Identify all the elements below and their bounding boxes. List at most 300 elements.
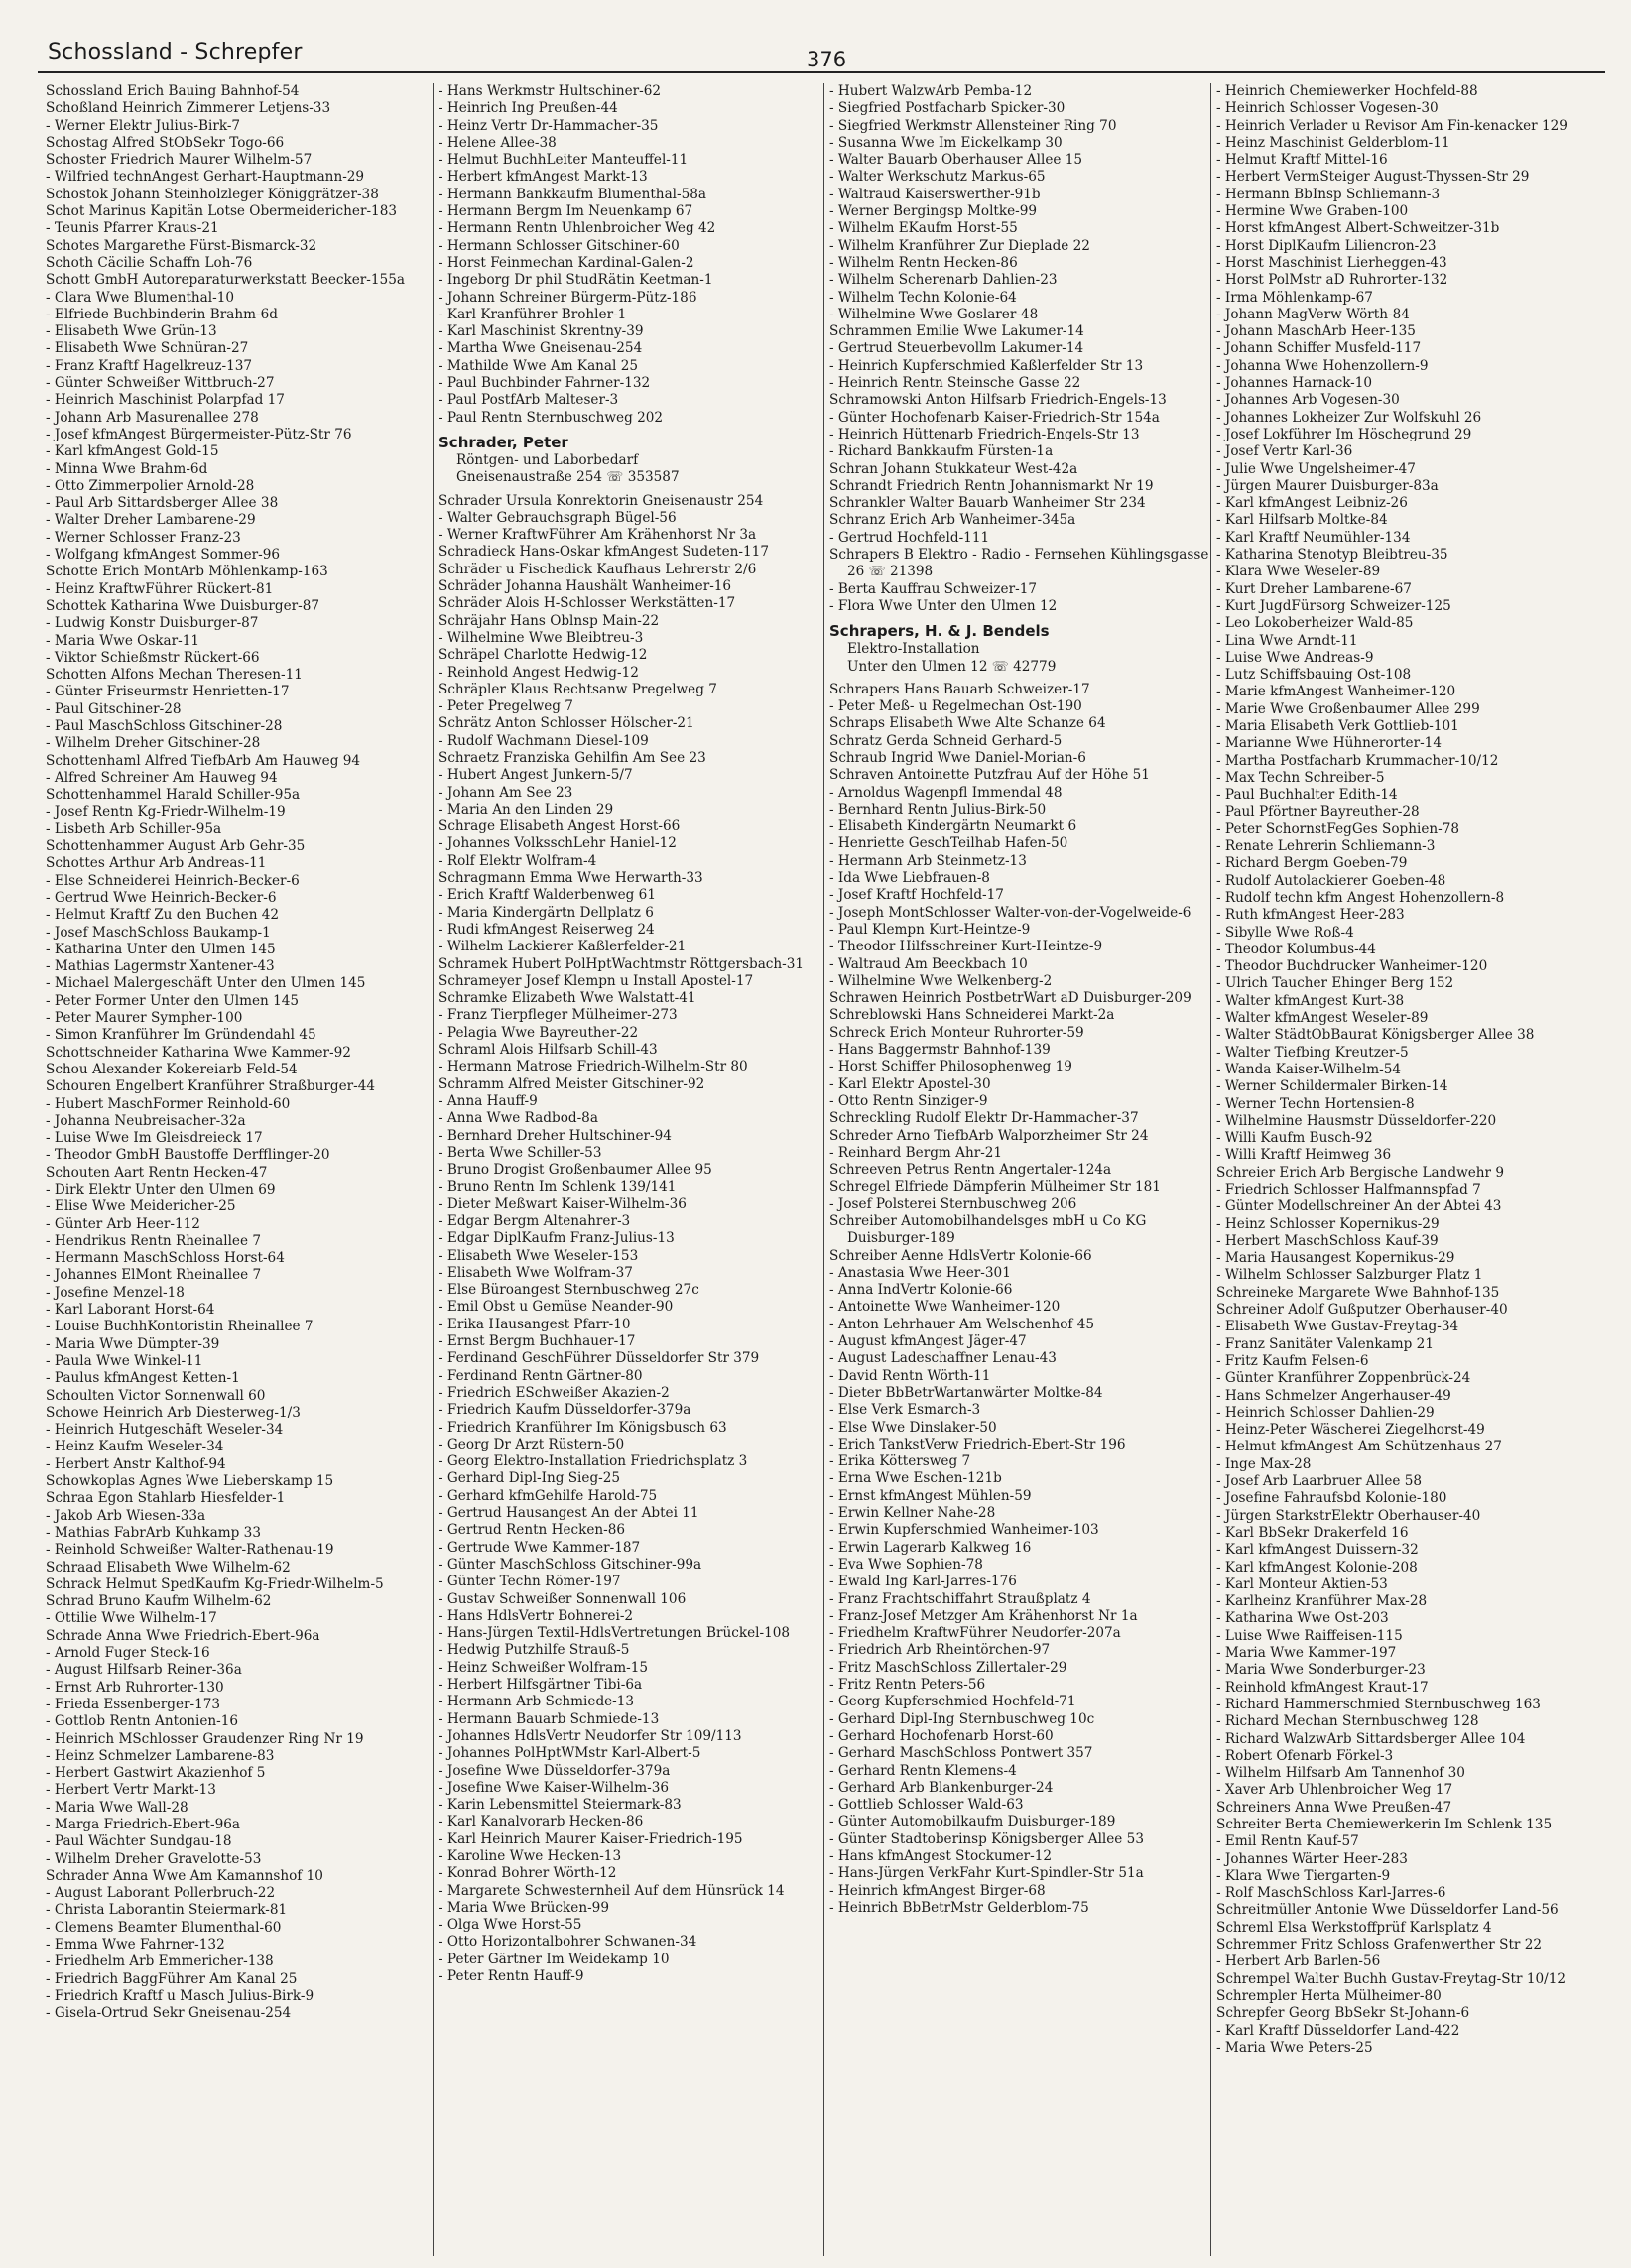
directory-entry: - Karl Monteur Aktien-53 bbox=[1216, 1575, 1388, 1592]
business-name: Schrapers, H. & J. Bendels bbox=[829, 622, 1050, 641]
business-listing bbox=[829, 621, 1211, 676]
directory-entry: Schottenhammer August Arb Gehr-35 bbox=[46, 838, 306, 855]
directory-entry: - Gertrude Wwe Kammer-187 bbox=[439, 1539, 641, 1556]
directory-entry: Schräder Alois H-Schlosser Werkstätten-17 bbox=[439, 595, 736, 612]
directory-entry: - Irma Möhlenkamp-67 bbox=[1216, 289, 1373, 306]
directory-entry: - August Laborant Pollerbruch-22 bbox=[46, 1885, 276, 1902]
directory-entry: - Karlheinz Kranführer Max-28 bbox=[1216, 1593, 1428, 1610]
directory-entry: - Werner Schildermaler Birken-14 bbox=[1216, 1078, 1448, 1095]
directory-entry: - Maria Hausangest Kopernikus-29 bbox=[1216, 1250, 1455, 1267]
page-header bbox=[38, 34, 1605, 73]
directory-entry: - Karl Kraftf Neumühler-134 bbox=[1216, 529, 1411, 546]
directory-entry: - Herbert Gastwirt Akazienhof 5 bbox=[46, 1765, 266, 1782]
directory-entry: - Mathias FabrArb Kuhkamp 33 bbox=[46, 1524, 261, 1541]
directory-entry: - Heinz Maschinist Gelderblom-11 bbox=[1216, 134, 1450, 151]
directory-entry: Schraven Antoinette Putzfrau Auf der Höhe 51 bbox=[829, 767, 1150, 784]
directory-entry: - Emil Rentn Kauf-57 bbox=[1216, 1833, 1359, 1850]
directory-entry: - Maria Wwe Peters-25 bbox=[1216, 2039, 1373, 2056]
directory-entry: - Wilhelm Hilfsarb Am Tannenhof 30 bbox=[1216, 1765, 1465, 1782]
column-rule bbox=[823, 83, 824, 2256]
directory-entry: - Pelagia Wwe Bayreuther-22 bbox=[439, 1024, 639, 1041]
directory-entry: Schrader Ursula Konrektorin Gneisenaustr 254 bbox=[439, 492, 764, 509]
directory-entry: - Wilhelm Techn Kolonie-64 bbox=[829, 289, 1017, 306]
directory-entry: - Peter SchornstFegGes Sophien-78 bbox=[1216, 820, 1460, 837]
directory-entry: Schrage Elisabeth Angest Horst-66 bbox=[439, 819, 681, 835]
directory-entry: Schreiber Aenne HdlsVertr Kolonie-66 bbox=[829, 1247, 1092, 1264]
directory-entry: - Antoinette Wwe Wanheimer-120 bbox=[829, 1299, 1061, 1316]
directory-entry: - Rudolf techn kfm Angest Hohenzollern-8 bbox=[1216, 889, 1505, 906]
directory-entry: Schotten Alfons Mechan Theresen-11 bbox=[46, 667, 303, 684]
directory-entry: - Paul Arb Sittardsberger Allee 38 bbox=[46, 495, 279, 512]
directory-entry: - Hermine Wwe Graben-100 bbox=[1216, 203, 1409, 220]
directory-entry: - August Hilfsarb Reiner-36a bbox=[46, 1662, 242, 1679]
directory-entry: - Erna Wwe Eschen-121b bbox=[829, 1470, 1002, 1487]
directory-entry: - Ernst Bergm Buchhauer-17 bbox=[439, 1333, 636, 1350]
directory-entry: - Luise Wwe Im Gleisdreieck 17 bbox=[46, 1130, 263, 1147]
directory-entry: - Johannes Wärter Heer-283 bbox=[1216, 1850, 1408, 1867]
directory-entry: - Elisabeth Wwe Schnüran-27 bbox=[46, 340, 249, 357]
directory-entry: Schräpler Klaus Rechtsanw Pregelweg 7 bbox=[439, 681, 717, 697]
directory-entry: - Karl Kraftf Düsseldorfer Land-422 bbox=[1216, 2022, 1460, 2039]
directory-entry: - Elisabeth Wwe Grün-13 bbox=[46, 323, 217, 340]
directory-entry: - Gerhard Arb Blankenburger-24 bbox=[829, 1779, 1054, 1796]
directory-entry: - Maria Wwe Brücken-99 bbox=[439, 1899, 609, 1916]
directory-entry: - Peter Former Unter den Ulmen 145 bbox=[46, 992, 300, 1009]
directory-entry: - Hans Schmelzer Angerhauser-49 bbox=[1216, 1387, 1451, 1404]
directory-entry: - Josef Arb Laarbruer Allee 58 bbox=[1216, 1473, 1423, 1490]
directory-entry: - Karin Lebensmittel Steiermark-83 bbox=[439, 1797, 682, 1814]
directory-entry: - Karl Maschinist Skrentny-39 bbox=[439, 323, 644, 340]
directory-entry: - Heinrich Verlader u Revisor Am Fin-kenacker 129 bbox=[1216, 117, 1568, 134]
directory-entry: Schremmer Fritz Schloss Grafenwerther Str 22 bbox=[1216, 1937, 1543, 1953]
directory-entry: - Heinrich kfmAngest Birger-68 bbox=[829, 1882, 1046, 1899]
directory-entry: Schottes Arthur Arb Andreas-11 bbox=[46, 855, 267, 872]
directory-entry: - Erich TankstVerw Friedrich-Ebert-Str 196 bbox=[829, 1436, 1126, 1452]
directory-entry: - Heinz-Peter Wäscherei Ziegelhorst-49 bbox=[1216, 1422, 1485, 1439]
directory-entry: - Bruno Rentn Im Schlenk 139/141 bbox=[439, 1179, 677, 1196]
directory-entry: - Friedhelm KraftwFührer Neudorfer-207a bbox=[829, 1625, 1121, 1642]
directory-entry: - Inge Max-28 bbox=[1216, 1455, 1312, 1472]
directory-entry: - Luise Wwe Raiffeisen-115 bbox=[1216, 1627, 1403, 1644]
directory-entry: - Gertrud Wwe Heinrich-Becker-6 bbox=[46, 889, 277, 906]
directory-entry: - Wilhelm Lackierer Kaßlerfelder-21 bbox=[439, 939, 687, 955]
directory-entry: - Mathilde Wwe Am Kanal 25 bbox=[439, 357, 639, 374]
directory-entry: - Gerhard Dipl-Ing Sieg-25 bbox=[439, 1470, 621, 1487]
directory-entry: - Sibylle Wwe Roß-4 bbox=[1216, 924, 1354, 941]
column-4 bbox=[1216, 83, 1598, 2256]
business-detail: Gneisenaustraße 254 ☏ 353587 bbox=[456, 469, 680, 486]
directory-entry: - Hubert WalzwArb Pemba-12 bbox=[829, 83, 1033, 99]
directory-entry: - Günter MaschSchloss Gitschiner-99a bbox=[439, 1556, 702, 1573]
directory-entry: - Hermann Rentn Uhlenbroicher Weg 42 bbox=[439, 220, 716, 237]
directory-entry: - Bernhard Dreher Hultschiner-94 bbox=[439, 1127, 672, 1144]
directory-entry: Schräpel Charlotte Hedwig-12 bbox=[439, 647, 648, 664]
directory-entry: - Josef Rentn Kg-Friedr-Wilhelm-19 bbox=[46, 804, 286, 820]
directory-entry: - Johannes HdlsVertr Neudorfer Str 109/113 bbox=[439, 1727, 742, 1744]
directory-entry: - Erika Köttersweg 7 bbox=[829, 1453, 971, 1470]
directory-entry: - Karl Elektr Apostel-30 bbox=[829, 1075, 991, 1092]
directory-entry: Schrader Anna Wwe Am Kamannshof 10 bbox=[46, 1867, 323, 1884]
directory-entry: Schrack Helmut SpedKaufm Kg-Friedr-Wilhelm-5 bbox=[46, 1575, 384, 1592]
directory-entry: - Peter Maurer Sympher-100 bbox=[46, 1010, 243, 1027]
directory-entry: - Else Büroangest Sternbuschweg 27c bbox=[439, 1282, 699, 1299]
directory-entry: Schostag Alfred StObSekr Togo-66 bbox=[46, 134, 285, 151]
directory-columns bbox=[46, 83, 1605, 2256]
directory-entry: Schramm Alfred Meister Gitschiner-92 bbox=[439, 1075, 705, 1092]
directory-entry: - Fritz MaschSchloss Zillertaler-29 bbox=[829, 1659, 1067, 1676]
directory-entry: - Friedrich Kranführer Im Königsbusch 63 bbox=[439, 1419, 727, 1436]
directory-entry: - Johann Am See 23 bbox=[439, 784, 573, 801]
directory-entry: - Horst Feinmechan Kardinal-Galen-2 bbox=[439, 254, 694, 271]
page-number: 376 bbox=[807, 48, 847, 71]
directory-entry: - Helmut Kraftf Mittel-16 bbox=[1216, 152, 1388, 169]
directory-entry: - Richard Hammerschmied Sternbuschweg 163 bbox=[1216, 1696, 1541, 1712]
directory-entry: - Helene Allee-38 bbox=[439, 134, 557, 151]
directory-entry: - Else Verk Esmarch-3 bbox=[829, 1402, 981, 1419]
directory-entry: - Hermann Schlosser Gitschiner-60 bbox=[439, 237, 680, 254]
directory-entry: - Margarete Schwesternheil Auf dem Hünsrück 14 bbox=[439, 1882, 785, 1899]
directory-entry: - Arnold Fuger Steck-16 bbox=[46, 1645, 210, 1662]
directory-entry: - Gerhard MaschSchloss Pontwert 357 bbox=[829, 1745, 1093, 1762]
directory-entry: - Emma Wwe Fahrner-132 bbox=[46, 1937, 225, 1953]
directory-entry: - Hermann Arb Schmiede-13 bbox=[439, 1694, 635, 1710]
directory-entry: - Heinrich Maschinist Polarpfad 17 bbox=[46, 392, 285, 409]
directory-entry: - Else Wwe Dinslaker-50 bbox=[829, 1419, 997, 1436]
directory-entry: - Heinrich BbBetrMstr Gelderblom-75 bbox=[829, 1899, 1089, 1916]
directory-entry: - Else Schneiderei Heinrich-Becker-6 bbox=[46, 872, 300, 889]
directory-entry: - Dieter BbBetrWartanwärter Moltke-84 bbox=[829, 1384, 1103, 1401]
directory-entry: - Richard Mechan Sternbuschweg 128 bbox=[1216, 1713, 1479, 1730]
directory-entry: Schot Marinus Kapitän Lotse Obermeidericher-183 bbox=[46, 203, 398, 220]
directory-entry: - Herbert Hilfsgärtner Tibi-6a bbox=[439, 1677, 643, 1694]
directory-entry: - Wilhelm Schlosser Salzburger Platz 1 bbox=[1216, 1267, 1483, 1284]
directory-entry: - Johannes VolksschLehr Haniel-12 bbox=[439, 835, 677, 852]
directory-entry: - Mathias Lagermstr Xantener-43 bbox=[46, 958, 275, 975]
directory-entry: - Friedrich BaggFührer Am Kanal 25 bbox=[46, 1970, 298, 1987]
directory-entry: - Marie Wwe Großenbaumer Allee 299 bbox=[1216, 700, 1480, 717]
directory-entry: - Louise BuchhKontoristin Rheinallee 7 bbox=[46, 1319, 314, 1335]
directory-entry: Schreineke Margarete Wwe Bahnhof-135 bbox=[1216, 1284, 1500, 1301]
directory-entry: - Hermann Bankkaufm Blumenthal-58a bbox=[439, 186, 707, 202]
directory-entry: - Katharina Stenotyp Bleibtreu-35 bbox=[1216, 547, 1448, 564]
directory-entry: - Paul PostfArb Malteser-3 bbox=[439, 392, 619, 409]
directory-entry: - Herbert Vertr Markt-13 bbox=[46, 1782, 216, 1799]
directory-entry: - Wilhelm Scherenarb Dahlien-23 bbox=[829, 272, 1058, 289]
directory-entry: Schreier Erich Arb Bergische Landwehr 9 bbox=[1216, 1164, 1505, 1181]
directory-entry: - Karl kfmAngest Leibniz-26 bbox=[1216, 495, 1408, 512]
directory-entry: - Heinz KraftwFührer Rückert-81 bbox=[46, 580, 274, 597]
directory-entry: - Ruth kfmAngest Heer-283 bbox=[1216, 907, 1405, 924]
directory-entry: - Heinrich Hüttenarb Friedrich-Engels-Str 13 bbox=[829, 426, 1140, 442]
directory-entry: - Johann Schiffer Musfeld-117 bbox=[1216, 340, 1422, 357]
directory-entry: - Peter Meß- u Regelmechan Ost-190 bbox=[829, 698, 1082, 715]
directory-entry: Schradieck Hans-Oskar kfmAngest Sudeten-117 bbox=[439, 544, 769, 561]
directory-entry: - Berta Kauffrau Schweizer-17 bbox=[829, 580, 1037, 597]
directory-entry: - Paulus kfmAngest Ketten-1 bbox=[46, 1370, 240, 1387]
directory-entry: Schreder Arno TiefbArb Walporzheimer Str 24 bbox=[829, 1127, 1149, 1144]
directory-entry: Schratz Gerda Schneid Gerhard-5 bbox=[829, 732, 1063, 749]
directory-entry: - Heinrich MSchlosser Graudenzer Ring Nr 19 bbox=[46, 1730, 364, 1747]
directory-entry: - Paul Wächter Sundgau-18 bbox=[46, 1833, 232, 1850]
directory-entry: - Kurt JugdFürsorg Schweizer-125 bbox=[1216, 597, 1451, 614]
directory-entry: - Anastasia Wwe Heer-301 bbox=[829, 1264, 1011, 1281]
directory-entry: - Reinhold Schweißer Walter-Rathenau-19 bbox=[46, 1542, 334, 1559]
directory-entry: - Konrad Bohrer Wörth-12 bbox=[439, 1865, 617, 1882]
directory-entry: - Werner Techn Hortensien-8 bbox=[1216, 1095, 1415, 1112]
directory-entry: - Theodor Hilfsschreiner Kurt-Heintze-9 bbox=[829, 939, 1103, 955]
directory-entry: - Franz Frachtschiffahrt Straußplatz 4 bbox=[829, 1590, 1091, 1607]
directory-entry: - Hans HdlsVertr Bohnerei-2 bbox=[439, 1607, 634, 1624]
directory-entry: Schräder u Fischedick Kaufhaus Lehrerstr 2/6 bbox=[439, 561, 757, 577]
directory-entry: - Viktor Schießmstr Rückert-66 bbox=[46, 649, 260, 666]
directory-entry: - Elise Wwe Meidericher-25 bbox=[46, 1198, 236, 1215]
directory-entry: - Siegfried Werkmstr Allensteiner Ring 70 bbox=[829, 117, 1117, 134]
directory-entry: - Walter StädtObBaurat Königsberger Allee 38 bbox=[1216, 1027, 1535, 1044]
directory-entry: - Theodor Kolumbus-44 bbox=[1216, 941, 1376, 957]
directory-entry: Schrawen Heinrich PostbetrWart aD Duisburger-209 bbox=[829, 990, 1192, 1007]
directory-entry: - Friedrich Schlosser Halfmannspfad 7 bbox=[1216, 1182, 1481, 1197]
directory-entry: - Luise Wwe Andreas-9 bbox=[1216, 649, 1374, 666]
directory-entry: - Hermann MaschSchloss Horst-64 bbox=[46, 1250, 285, 1267]
directory-entry: - Ernst Arb Ruhrorter-130 bbox=[46, 1679, 224, 1696]
directory-entry: - Emil Obst u Gemüse Neander-90 bbox=[439, 1299, 674, 1316]
directory-entry: Schowe Heinrich Arb Diesterweg-1/3 bbox=[46, 1404, 301, 1421]
directory-entry: - Maria Wwe Sonderburger-23 bbox=[1216, 1662, 1426, 1679]
directory-entry: Schräder Johanna Haushält Wanheimer-16 bbox=[439, 578, 732, 595]
directory-entry: - Dirk Elektr Unter den Ulmen 69 bbox=[46, 1182, 276, 1197]
directory-entry: - Werner Bergingsp Moltke-99 bbox=[829, 203, 1038, 220]
directory-entry: - Heinz Schlosser Kopernikus-29 bbox=[1216, 1215, 1440, 1232]
directory-entry: - August Ladeschaffner Lenau-43 bbox=[829, 1350, 1057, 1367]
directory-entry: - Christa Laborantin Steiermark-81 bbox=[46, 1902, 288, 1919]
directory-entry: - Paul Klempn Kurt-Heintze-9 bbox=[829, 921, 1031, 938]
directory-entry: - Heinrich Ing Preußen-44 bbox=[439, 100, 618, 117]
directory-entry: - Wilhelmine Hausmstr Düsseldorfer-220 bbox=[1216, 1112, 1497, 1129]
directory-entry: - Josef MaschSchloss Baukamp-1 bbox=[46, 924, 271, 941]
directory-entry: Schottenhammel Harald Schiller-95a bbox=[46, 787, 301, 804]
directory-entry: Schrameyer Josef Klempn u Install Apostel-17 bbox=[439, 972, 754, 989]
directory-entry: - Xaver Arb Uhlenbroicher Weg 17 bbox=[1216, 1782, 1453, 1799]
directory-entry: - Gertrud Hausangest An der Abtei 11 bbox=[439, 1505, 699, 1522]
business-detail: Elektro-Installation bbox=[847, 641, 980, 658]
directory-entry: - Maria Wwe Dümpter-39 bbox=[46, 1335, 220, 1352]
directory-entry: - Simon Kranführer Im Gründendahl 45 bbox=[46, 1027, 316, 1044]
directory-entry: - Jürgen Maurer Duisburger-83a bbox=[1216, 477, 1439, 494]
directory-entry: Schrankler Walter Bauarb Wanheimer Str 234 bbox=[829, 495, 1146, 512]
directory-entry: - Josefine Wwe Düsseldorfer-379a bbox=[439, 1762, 671, 1779]
directory-entry: Schreiner Adolf Gußputzer Oberhauser-40 bbox=[1216, 1302, 1508, 1319]
directory-entry: - Horst DiplKaufm Liliencron-23 bbox=[1216, 237, 1437, 254]
directory-entry: - Walter Dreher Lambarene-29 bbox=[46, 512, 256, 529]
directory-entry: - Joseph MontSchlosser Walter-von-der-Vogelweide-6 bbox=[829, 904, 1192, 921]
directory-entry: - Herbert Anstr Kalthof-94 bbox=[46, 1455, 226, 1472]
directory-entry: - Peter Gärtner Im Weidekamp 10 bbox=[439, 1951, 670, 1967]
directory-entry: - Wilhelmine Wwe Goslarer-48 bbox=[829, 306, 1039, 322]
directory-entry: - Walter Bauarb Oberhauser Allee 15 bbox=[829, 152, 1083, 169]
directory-entry: - Wanda Kaiser-Wilhelm-54 bbox=[1216, 1061, 1402, 1077]
directory-entry: - Erich Kraftf Walderbenweg 61 bbox=[439, 887, 656, 904]
directory-entry: - Ottilie Wwe Wilhelm-17 bbox=[46, 1610, 217, 1627]
directory-entry: Schraml Alois Hilfsarb Schill-43 bbox=[439, 1042, 658, 1059]
directory-entry: - Georg Elektro-Installation Friedrichsplatz 3 bbox=[439, 1453, 748, 1470]
directory-entry: - Fritz Rentn Peters-56 bbox=[829, 1677, 986, 1694]
directory-entry: Schrapers Hans Bauarb Schweizer-17 bbox=[829, 681, 1090, 697]
directory-entry: - Maria Elisabeth Verk Gottlieb-101 bbox=[1216, 717, 1459, 734]
directory-entry: - Marie kfmAngest Wanheimer-120 bbox=[1216, 684, 1456, 700]
directory-entry: - Heinz Schweißer Wolfram-15 bbox=[439, 1659, 649, 1676]
directory-entry: Schraad Elisabeth Wwe Wilhelm-62 bbox=[46, 1559, 291, 1575]
directory-entry: - Josefine Fahraufsbd Kolonie-180 bbox=[1216, 1490, 1447, 1507]
directory-entry: - Gertrud Rentn Hecken-86 bbox=[439, 1522, 626, 1539]
directory-entry: - Karl Hilfsarb Moltke-84 bbox=[1216, 512, 1388, 529]
directory-entry: - Rolf Elektr Wolfram-4 bbox=[439, 852, 597, 869]
directory-entry: Schreeven Petrus Rentn Angertaler-124a bbox=[829, 1162, 1112, 1179]
directory-entry: - Walter Tiefbing Kreutzer-5 bbox=[1216, 1044, 1409, 1061]
directory-entry: - Jürgen StarkstrElektr Oberhauser-40 bbox=[1216, 1507, 1481, 1524]
directory-entry: - Horst PolMstr aD Ruhrorter-132 bbox=[1216, 272, 1448, 289]
directory-entry: - Johannes PolHptWMstr Karl-Albert-5 bbox=[439, 1745, 701, 1762]
directory-entry: - Erwin Kellner Nahe-28 bbox=[829, 1505, 996, 1522]
directory-entry: - Katharina Unter den Ulmen 145 bbox=[46, 941, 276, 957]
directory-entry: - Erwin Kupferschmied Wanheimer-103 bbox=[829, 1522, 1099, 1539]
directory-entry: Schottenhaml Alfred TiefbArb Am Hauweg 94 bbox=[46, 752, 361, 769]
directory-entry: - Elisabeth Kindergärtn Neumarkt 6 bbox=[829, 819, 1077, 835]
directory-entry: - Ferdinand GeschFührer Düsseldorfer Str 379 bbox=[439, 1350, 760, 1367]
directory-entry: - Marianne Wwe Hühnerorter-14 bbox=[1216, 735, 1442, 752]
directory-entry: - Hedwig Putzhilfe Strauß-5 bbox=[439, 1642, 630, 1659]
directory-entry: Schreml Elsa Werkstoffprüf Karlsplatz 4 bbox=[1216, 1919, 1492, 1936]
directory-entry: - Lutz Schiffsbauing Ost-108 bbox=[1216, 667, 1412, 684]
directory-entry: Schrepfer Georg BbSekr St-Johann-6 bbox=[1216, 2005, 1470, 2022]
directory-entry: - Horst kfmAngest Albert-Schweitzer-31b bbox=[1216, 220, 1500, 237]
directory-entry: - Richard Bankkaufm Fürsten-1a bbox=[829, 443, 1054, 460]
directory-entry: Schreck Erich Monteur Ruhrorter-59 bbox=[829, 1024, 1084, 1041]
directory-entry: Schreitmüller Antonie Wwe Düsseldorfer Land-56 bbox=[1216, 1902, 1559, 1919]
directory-entry: - Johannes Lokheizer Zur Wolfskuhl 26 bbox=[1216, 409, 1482, 426]
directory-entry: - Michael Malergeschäft Unter den Ulmen 145 bbox=[46, 975, 366, 992]
directory-entry: - Johannes ElMont Rheinallee 7 bbox=[46, 1267, 262, 1284]
directory-entry: - Gisela-Ortrud Sekr Gneisenau-254 bbox=[46, 2005, 292, 2022]
directory-entry: - Clemens Beamter Blumenthal-60 bbox=[46, 1919, 282, 1936]
directory-entry: - Alfred Schreiner Am Hauweg 94 bbox=[46, 769, 278, 786]
directory-entry: - Heinz Kaufm Weseler-34 bbox=[46, 1439, 224, 1455]
directory-entry: - Karl Kanalvorarb Hecken-86 bbox=[439, 1814, 644, 1830]
directory-entry: - Waltraud Kaiserswerther-91b bbox=[829, 186, 1041, 202]
directory-entry: Schraub Ingrid Wwe Daniel-Morian-6 bbox=[829, 749, 1086, 766]
directory-entry: - Heinrich Schlosser Vogesen-30 bbox=[1216, 100, 1439, 117]
directory-entry: - Wilfried technAngest Gerhart-Hauptmann-29 bbox=[46, 169, 365, 186]
directory-entry: - Paul Buchbinder Fahrner-132 bbox=[439, 375, 651, 392]
directory-entry: - Teunis Pfarrer Kraus-21 bbox=[46, 220, 219, 237]
directory-entry: - Günter Techn Römer-197 bbox=[439, 1574, 621, 1590]
directory-entry: - Flora Wwe Unter den Ulmen 12 bbox=[829, 597, 1058, 614]
directory-entry: Schrandt Friedrich Rentn Johannismarkt Nr 19 bbox=[829, 477, 1154, 494]
directory-entry: - Ferdinand Rentn Gärtner-80 bbox=[439, 1367, 643, 1384]
directory-entry: - Josef Polsterei Sternbuschweg 206 bbox=[829, 1196, 1077, 1212]
directory-entry: - Johann Arb Masurenallee 278 bbox=[46, 409, 259, 426]
directory-entry: - David Rentn Wörth-11 bbox=[829, 1367, 991, 1384]
directory-entry: - Gustav Schweißer Sonnenwall 106 bbox=[439, 1590, 687, 1607]
directory-entry: Schreiter Berta Chemiewerkerin Im Schlenk 135 bbox=[1216, 1816, 1553, 1832]
directory-entry: - Maria Wwe Wall-28 bbox=[46, 1799, 188, 1816]
directory-entry: - Klara Wwe Weseler-89 bbox=[1216, 564, 1381, 580]
directory-entry: - Karl Laborant Horst-64 bbox=[46, 1302, 215, 1319]
directory-entry: - Josef kfmAngest Bürgermeister-Pütz-Str 76 bbox=[46, 426, 352, 442]
directory-entry: - Herbert MaschSchloss Kauf-39 bbox=[1216, 1232, 1439, 1249]
directory-entry: - Werner Schlosser Franz-23 bbox=[46, 529, 241, 546]
directory-entry: - Hendrikus Rentn Rheinallee 7 bbox=[46, 1232, 261, 1249]
directory-entry: Schranz Erich Arb Wanheimer-345a bbox=[829, 512, 1076, 529]
directory-entry: - Klara Wwe Tiergarten-9 bbox=[1216, 1867, 1391, 1884]
directory-entry: - Elfriede Buchbinderin Brahm-6d bbox=[46, 306, 278, 322]
directory-entry: - Otto Horizontalbohrer Schwanen-34 bbox=[439, 1934, 697, 1951]
directory-entry: Schrade Anna Wwe Friedrich-Ebert-96a bbox=[46, 1627, 320, 1644]
directory-entry: - Werner KraftwFührer Am Krähenhorst Nr 3a bbox=[439, 527, 757, 544]
directory-entry: - Frieda Essenberger-173 bbox=[46, 1696, 221, 1712]
directory-entry: - Otto Rentn Sinziger-9 bbox=[829, 1092, 988, 1109]
directory-entry: - Anna Wwe Radbod-8a bbox=[439, 1110, 598, 1127]
directory-entry: - Rolf MaschSchloss Karl-Jarres-6 bbox=[1216, 1885, 1446, 1902]
directory-entry: - Johannes Harnack-10 bbox=[1216, 375, 1373, 392]
directory-entry: Schowkoplas Agnes Wwe Lieberskamp 15 bbox=[46, 1473, 334, 1490]
directory-entry: - Theodor GmbH Baustoffe Derfflinger-20 bbox=[46, 1147, 330, 1164]
directory-entry: - Walter kfmAngest Kurt-38 bbox=[1216, 992, 1405, 1009]
directory-entry: - Heinz Vertr Dr-Hammacher-35 bbox=[439, 117, 659, 134]
directory-entry: Schreblowski Hans Schneiderei Markt-2a bbox=[829, 1007, 1115, 1024]
directory-entry: - Hubert Angest Junkern-5/7 bbox=[439, 767, 633, 784]
directory-entry: Schou Alexander Kokereiarb Feld-54 bbox=[46, 1061, 298, 1077]
directory-entry: Schramek Hubert PolHptWachtmstr Röttgersbach-31 bbox=[439, 955, 805, 972]
directory-entry: - Werner Elektr Julius-Birk-7 bbox=[46, 117, 241, 134]
directory-entry: Schragmann Emma Wwe Herwarth-33 bbox=[439, 870, 703, 887]
directory-entry: Schoth Cäcilie Schaffn Loh-76 bbox=[46, 254, 253, 271]
directory-entry: Schouten Aart Rentn Hecken-47 bbox=[46, 1164, 268, 1181]
directory-entry: - Günter Kranführer Zoppenbrück-24 bbox=[1216, 1370, 1471, 1387]
directory-entry: - Walter kfmAngest Weseler-89 bbox=[1216, 1010, 1429, 1027]
directory-entry: Schräjahr Hans Oblnsp Main-22 bbox=[439, 612, 660, 629]
directory-entry: Schreiners Anna Wwe Preußen-47 bbox=[1216, 1799, 1452, 1816]
directory-entry: - Hermann Bauarb Schmiede-13 bbox=[439, 1710, 660, 1727]
directory-entry: - Johann MagVerw Wörth-84 bbox=[1216, 306, 1410, 322]
column-1 bbox=[46, 83, 428, 2256]
directory-entry: - Johannes Arb Vogesen-30 bbox=[1216, 392, 1400, 409]
directory-entry: - Günter Modellschreiner An der Abtei 43 bbox=[1216, 1198, 1502, 1215]
directory-entry: - Edgar DiplKaufm Franz-Julius-13 bbox=[439, 1230, 675, 1247]
directory-entry: Schotes Margarethe Fürst-Bismarck-32 bbox=[46, 237, 317, 254]
directory-entry: - Hans kfmAngest Stockumer-12 bbox=[829, 1847, 1053, 1864]
directory-entry: Schraetz Franziska Gehilfin Am See 23 bbox=[439, 749, 706, 766]
directory-entry: - Helmut kfmAngest Am Schützenhaus 27 bbox=[1216, 1439, 1502, 1455]
directory-entry: - Bernhard Rentn Julius-Birk-50 bbox=[829, 801, 1047, 818]
directory-entry: - Clara Wwe Blumenthal-10 bbox=[46, 289, 235, 306]
directory-entry: - Susanna Wwe Im Eickelkamp 30 bbox=[829, 134, 1063, 151]
directory-entry: - Gerhard kfmGehilfe Harold-75 bbox=[439, 1487, 658, 1504]
directory-entry: - Ewald Ing Karl-Jarres-176 bbox=[829, 1574, 1017, 1590]
directory-entry: - Paul Buchhalter Edith-14 bbox=[1216, 787, 1398, 804]
directory-entry: - Dieter Meßwart Kaiser-Wilhelm-36 bbox=[439, 1196, 687, 1212]
directory-entry: - Robert Ofenarb Förkel-3 bbox=[1216, 1747, 1394, 1764]
directory-entry: - Julie Wwe Ungelsheimer-47 bbox=[1216, 460, 1416, 477]
directory-entry: - Rudolf Wachmann Diesel-109 bbox=[439, 732, 649, 749]
directory-entry: - Elisabeth Wwe Wolfram-37 bbox=[439, 1264, 633, 1281]
directory-entry: - Ernst kfmAngest Mühlen-59 bbox=[829, 1487, 1032, 1504]
directory-entry: - Gertrud Steuerbevollm Lakumer-14 bbox=[829, 340, 1084, 357]
directory-entry: - Heinrich Hutgeschäft Weseler-34 bbox=[46, 1422, 284, 1439]
directory-entry: - Karl BbSekr Drakerfeld 16 bbox=[1216, 1524, 1409, 1541]
directory-entry: - Elisabeth Wwe Weseler-153 bbox=[439, 1247, 639, 1264]
directory-entry: - Heinrich Kupferschmied Kaßlerfelder Str 13 bbox=[829, 357, 1144, 374]
directory-entry: - Karl kfmAngest Kolonie-208 bbox=[1216, 1559, 1418, 1575]
